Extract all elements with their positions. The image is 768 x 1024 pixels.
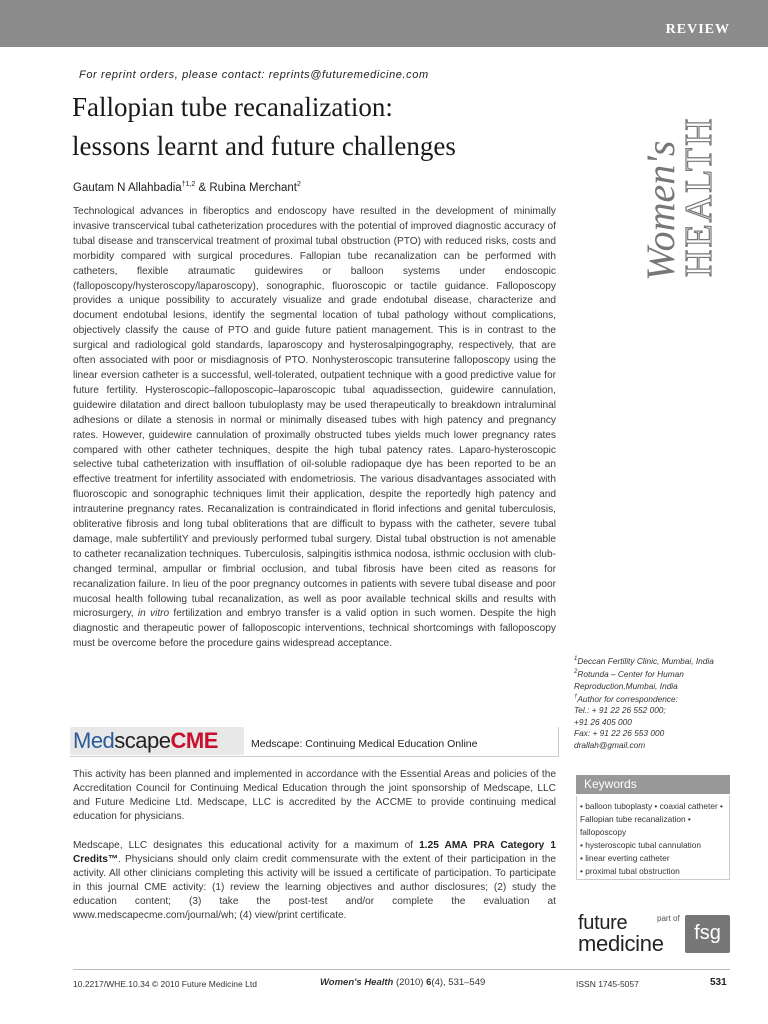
header-bar: [0, 0, 768, 47]
cme-paragraph-1: This activity has been planned and implemented in accordance with the Essential Areas and policies of the Accreditation Council for Continuing Medical Education through the joint sponsorship of Medscape, LLC and Future Medicine Ltd. Medscape, LLC is accredited by the ACCME to provide continuing medical education for physicians.: [73, 769, 556, 823]
page-number: 531: [710, 977, 727, 988]
womens-health-logo: [638, 88, 737, 288]
logo-cme: CME: [170, 728, 218, 753]
logo-scape: scape: [114, 728, 171, 753]
title-line-2: lessons learnt and future challenges: [72, 131, 456, 161]
abstract-text-b: fertilization and embryo transfer is a valid option in such women. Despite the high diagnostic and therapeutic power of falloposcopic interventions, technical shortcomings with falloposcopy must be overcome before the procedure gains widespread acceptance.: [73, 608, 557, 650]
volume: 6: [426, 977, 432, 988]
list-item: • balloon tuboplasty • coaxial catheter • Fallopian tube recanalization • falloposcopy: [580, 801, 723, 837]
author-2: Rubina Merchant: [209, 181, 297, 194]
footer-citation: Women's Health (2010) 6(4), 531–549: [320, 977, 486, 988]
keywords-heading: Keywords: [576, 775, 730, 794]
author-1-affil: †1,2: [181, 181, 196, 188]
logo-part-of: part of: [657, 914, 680, 923]
cme-credits: 1.25 AMA PRA Category 1 Credits™: [73, 840, 556, 866]
cme-header: [70, 727, 559, 757]
affiliation: $^2$Rotunda – Center for Human Reproduction,Mumbai, India: [574, 669, 684, 691]
medscape-cme-logo: [70, 727, 244, 755]
journal-name: Women's Health: [320, 977, 394, 988]
article-title: [72, 88, 592, 166]
title-line-1: Fallopian tube recanalization:: [72, 92, 393, 122]
contact-tel: Tel.: + 91 22 26 552 000;: [574, 705, 666, 716]
fsg-logo: fsg: [685, 915, 730, 953]
author-separator: &: [195, 181, 210, 194]
contact-fax: Fax: + 91 22 26 553 000: [574, 728, 665, 739]
author-2-affil: 2: [296, 181, 301, 188]
reprint-notice: For reprint orders, please contact: reprints@futuremedicine.com: [79, 69, 429, 81]
logo-word-health: HEALTH: [678, 116, 720, 277]
logo-med: Med: [73, 728, 115, 753]
contact-tel-2: +91 26 405 000: [574, 716, 632, 727]
cme-subtitle: Medscape: Continuing Medical Education Online: [251, 738, 478, 750]
contact-email: drallah@gmail.com: [574, 739, 646, 750]
keywords-list: [576, 796, 730, 880]
abstract-italic: in vitro: [137, 608, 170, 620]
abstract: [73, 205, 556, 652]
logo-word-womens: Women's: [638, 140, 683, 281]
footer-doi: 10.2217/WHE.10.34 © 2010 Future Medicine Ltd: [73, 979, 257, 989]
affiliation: †Author for correspondence:: [574, 693, 678, 704]
list-item: • proximal tubal obstruction: [580, 866, 680, 876]
affiliation: $^1$Deccan Fertility Clinic, Mumbai, India: [574, 655, 714, 666]
section-label: REVIEW: [665, 22, 730, 37]
abstract-text-a: Technological advances in fiberoptics and endoscopy have resulted in the development of minimally invasive transcervical tubal catheterization procedures with the potential of improved diagnostic accuracy of tubal disease and transcervical treatment of proximal tubal obstruction (PTO) with reduced risks, costs and morbidity compared with surgical procedures. Fallopian tube recanalization can be performed with catheters, flexible atraumatic guidewires or balloon systems under endoscopic (falloposcopy/hysteroscopy/laparoscopy), sonographic, fluoroscopic or tactile guidance. Falloposcopy provides a unique possibility to accurately visualize and grade endotubal disease, characterize and document endotubal lesions, identify the segmental location of tubal pathology without complications, objectively classify the cause of PTO and guide future patient management. This is in contrast to the surgical and radiological gold standards, laparoscopy and hysterosalpingography, respectively, that are often associated with poor or misdiagnosis of PTO. Nonhysteroscopic transuterine falloposcopy using the linear eversion catheter is a successful, well-tolerated, outpatient technique with a good predictive value for future fertility. Hysteroscopic–falloposcopic–laparoscopic tubal aquadissection, guidewire cannulation, guidewire dilatation and direct balloon tubuloplasty may be used therapeutically to breakdown intraluminal adhesions or dilate a stenosis in normal or minimally diseased tubes with high patency and pregnancy rates. However, guidewire cannulation of proximally obstructed tubes yields much lower pregnancy rates compared with other catheter techniques, despite the high tubal patency rates. Laparo-hysteroscopic selective tubal catheterization with insufflation of oil-soluble radiopaque dye has been reported to be an effective treatment for infertility associated with endometriosis. The various disadvantages associated with fluoroscopic and sonographic techniques limit their application, despite the reportedly high patency and intrauterine pregnancy rates. Recanalization is contraindicated in florid infections and genital tuberculosis, obliterative fibrosis and long tubal obliterations that are difficult to bypass with the catheter, severe tubal damage, male subfertilitY and previously performed tubal surgery. Distal tubal obstruction is not amenable to catheter recanalization techniques. Tuberculosis, salpingitis isthmica nodosa, isthmic occlusion with club-changed terminal, ampullar or fimbrial occlusion, and tubal fibrosis have been cited as reasons for recanalization failure. In lieu of the poor pregnancy outcomes in patients with severe tubal disease and poor mucosal health following tubal recanalization, as well as poor available technical skills and results with microsurgery,: [73, 206, 556, 620]
authors: [73, 181, 301, 194]
list-item: • hysteroscopic tubal cannulation: [580, 840, 701, 850]
logo-future: future: [578, 912, 628, 934]
footer-issn: ISSN 1745-5057: [576, 979, 639, 989]
list-item: • linear everting catheter: [580, 853, 670, 863]
affiliations: [574, 654, 754, 751]
future-medicine-logo: [578, 912, 730, 958]
author-1: Gautam N Allahbadia: [73, 181, 182, 194]
cme-paragraph-2: Medscape, LLC designates this educational activity for a maximum of 1.25 AMA PRA Category 1 Credits™. Physicians should only claim credit commensurate with the extent of their participation in the activity. All other clinicians completing this activity will be issued a certificate of participation. To participate in this journal CME activity: (1) review the learning objectives and author disclosures; (2) study the education content; (3) take the post-test and/or complete the evaluation at www.medscapecme.com/journal/wh; (4) view/print certificate.: [73, 840, 556, 922]
footer-divider: [73, 969, 730, 970]
logo-medicine: medicine: [578, 931, 664, 956]
